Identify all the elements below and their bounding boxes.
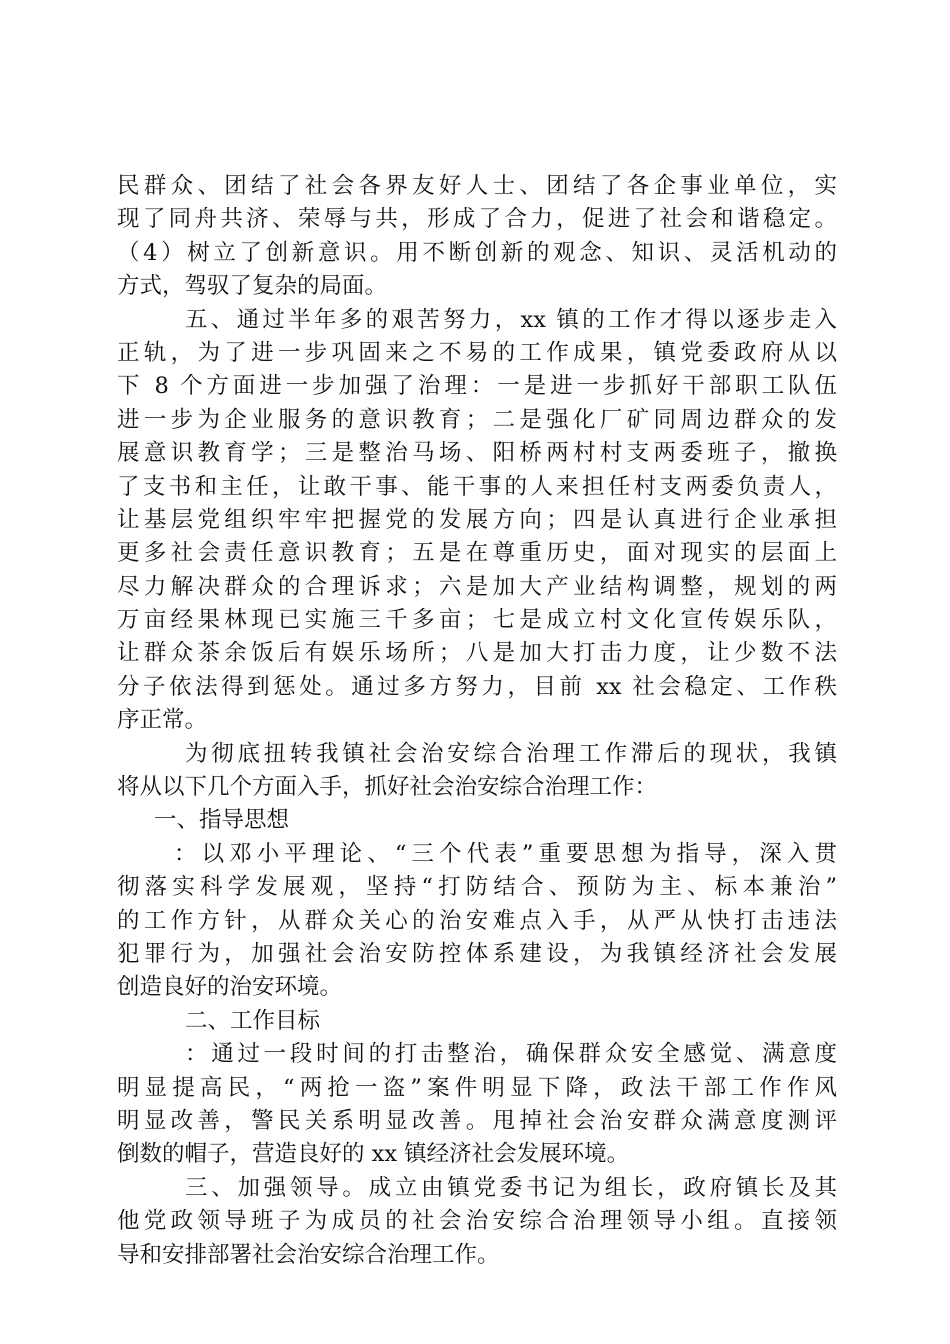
text-line: ：通过一段时间的打击整治，确保群众安全感觉、满意度 [185, 1041, 837, 1068]
text-line: 了支书和主任，让敢干事、能干事的人来担任村支两委负责人， [117, 473, 837, 500]
text-line: 倒数的帽子，营造良好的 xx 镇经济社会发展环境。 [117, 1141, 630, 1168]
text-line: 三、加强领导。成立由镇党委书记为组长，政府镇长及其 [185, 1174, 837, 1201]
text-line: 民群众、团结了社会各界友好人士、团结了各企事业单位，实 [117, 173, 837, 199]
text-line: ：以邓小平理论、“三个代表”重要思想为指导，深入贯 [174, 840, 837, 867]
text-line: 尽力解决群众的合理诉求；六是加大产业结构调整，规划的两 [117, 573, 837, 600]
text-line: 明显改善，警民关系明显改善。甩掉社会治安群众满意度测评 [117, 1107, 837, 1134]
text-line: 明显提高民，“两抢一盗”案件明显下降，政法干部工作作风 [117, 1074, 837, 1101]
text-line: 将从以下几个方面入手，抓好社会治安综合治理工作： [117, 774, 658, 801]
text-line: 让群众茶余饭后有娱乐场所；八是加大打击力度，让少数不法 [117, 640, 837, 667]
text-line: 方式，驾驭了复杂的局面。 [117, 273, 388, 300]
text-line: 彻落实科学发展观，坚持“打防结合、预防为主、标本兼治” [117, 874, 837, 901]
text-line: 正轨，为了进一步巩固来之不易的工作成果，镇党委政府从以 [117, 339, 837, 366]
text-line: 为彻底扭转我镇社会治安综合治理工作滞后的现状，我镇 [185, 740, 837, 767]
text-line: 序正常。 [117, 707, 208, 734]
section-heading: 一、指导思想 [154, 807, 290, 834]
text-line: 展意识教育学；三是整治马场、阳桥两村村支两委班子，撤换 [117, 440, 837, 467]
text-line: 更多社会责任意识教育；五是在尊重历史，面对现实的层面上 [117, 540, 837, 567]
section-heading: 二、工作目标 [185, 1007, 321, 1034]
text-line: 下 8 个方面进一步加强了治理：一是进一步抓好干部职工队伍 [117, 373, 837, 400]
text-line: 进一步为企业服务的意识教育；二是强化厂矿同周边群众的发 [117, 406, 837, 433]
text-line: 创造良好的治安环境。 [117, 974, 343, 1001]
text-line: 五、通过半年多的艰苦努力，xx 镇的工作才得以逐步走入 [185, 306, 837, 333]
text-line: 让基层党组织牢牢把握党的发展方向；四是认真进行企业承担 [117, 506, 837, 533]
text-line: （4）树立了创新意识。用不断创新的观念、知识、灵活机动的 [117, 239, 837, 266]
text-line: 现了同舟共济、荣辱与共，形成了合力，促进了社会和谐稳定。 [117, 206, 837, 233]
text-line: 他党政领导班子为成员的社会治安综合治理领导小组。直接领 [117, 1208, 837, 1235]
text-line: 的工作方针，从群众关心的治安难点入手，从严从快打击违法 [117, 907, 837, 934]
text-line: 分子依法得到惩处。通过多方努力，目前 xx 社会稳定、工作秩 [117, 673, 837, 700]
text-line: 犯罪行为，加强社会治安防控体系建设，为我镇经济社会发展 [117, 940, 837, 967]
text-line: 万亩经果林现已实施三千多亩；七是成立村文化宣传娱乐队， [117, 607, 837, 634]
text-line: 导和安排部署社会治安综合治理工作。 [117, 1241, 500, 1268]
body-text [117, 170, 837, 1272]
